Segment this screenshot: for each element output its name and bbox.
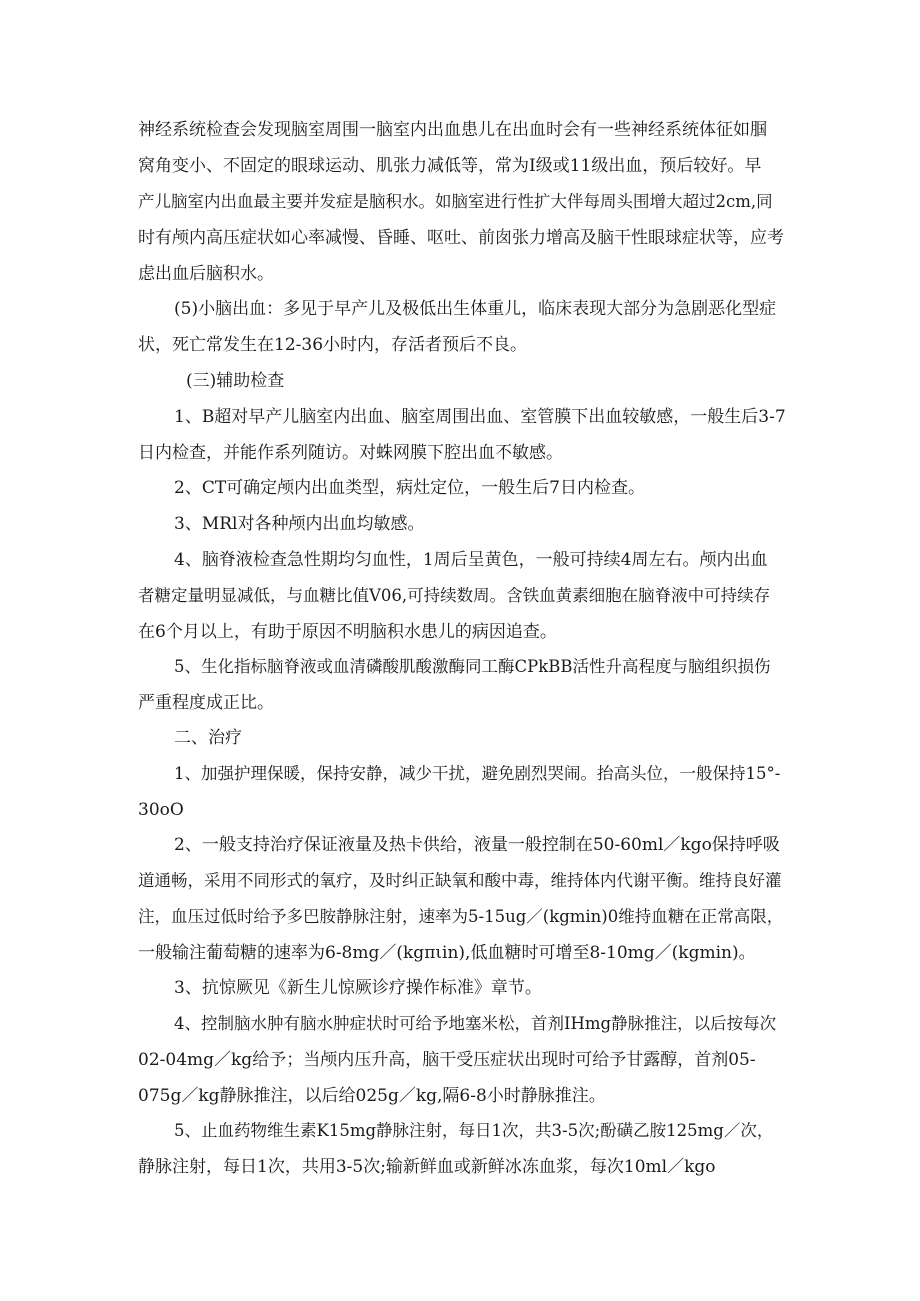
- heading-auxiliary-exams: [138, 363, 788, 399]
- text-line: 30oO: [138, 800, 184, 820]
- text-line: 2、CT可确定颅内出血类型，病灶定位，一般生后7日内检查。: [174, 478, 645, 498]
- paragraph-supportive: [138, 827, 788, 971]
- paragraph-ultrasound: [138, 399, 788, 471]
- text-line: 4、控制脑水肿有脑水肿症状时可给予地塞米松，首剂IHmg静脉推注，以后按每次: [174, 1014, 777, 1033]
- text-line: (5)小脑出血：多见于早产儿及极低出生体重儿，临床表现大部分为急剧恶化型症: [174, 299, 777, 319]
- text-line: 注，血压过低时给予多巴胺静脉注射，速率为5-15ug／(kgmin)0维持血糖在正常高限，: [138, 907, 784, 926]
- text-line: 1、B超对早产儿脑室内出血、脑室周围出血、室管膜下出血较敏感，一般生后3-7: [174, 407, 786, 427]
- paragraph-csf: [138, 542, 788, 650]
- text-line: 3、MRl对各种颅内出血均敏感。: [174, 514, 425, 534]
- paragraph-ivh-signs: [138, 112, 788, 292]
- text-line: 2、一般支持治疗保证液量及热卡供给，液量一般控制在50-60ml／kgo保持呼吸: [174, 835, 780, 855]
- text-line: 者糖定量明显减低，与血糖比值V06,可持续数周。含铁血黄素细胞在脑脊液中可持续存: [138, 586, 771, 605]
- text-line: 二、治疗: [174, 728, 242, 748]
- text-line: 在6个月以上，有助于原因不明脑积水患儿的病因追查。: [138, 622, 557, 642]
- paragraph-anticonvulsant: [138, 970, 788, 1006]
- text-line: 严重程度成正比。: [138, 693, 274, 713]
- text-line: 1、加强护理保暖，保持安静，减少干扰，避免剧烈哭闹。抬高头位，一般保持15°-: [174, 764, 781, 783]
- text-line: 075g／kg静脉推注，以后给025g／kg,隔6-8小时静脉推注。: [138, 1086, 606, 1106]
- paragraph-cerebellar-hemorrhage: [138, 291, 788, 363]
- text-line: 产儿脑室内出血最主要并发症是脑积水。如脑室进行性扩大伴每周头围增大超过2cm,同: [138, 192, 773, 211]
- heading-treatment: [138, 720, 788, 756]
- paragraph-ct: [138, 470, 788, 506]
- paragraph-mri: [138, 506, 788, 542]
- paragraph-edema: [138, 1006, 788, 1114]
- text-line: 窝角变小、不固定的眼球运动、肌张力减低等，常为Ⅰ级或11级出血，预后较好。早: [138, 156, 762, 176]
- text-line: 02-04mg／kg给予；当颅内压升高，脑干受压症状出现时可给予甘露醇，首剂05-: [138, 1050, 756, 1070]
- text-line: 神经系统检查会发现脑室周围一脑室内出血患儿在出血时会有一些神经系统体征如腘: [138, 120, 767, 140]
- text-line: (三)辅助检查: [186, 371, 285, 391]
- paragraph-hemostasis: [138, 1113, 788, 1185]
- text-line: 虑出血后脑积水。: [138, 264, 274, 284]
- paragraph-nursing: [138, 756, 788, 828]
- paragraph-biochem: [138, 649, 788, 721]
- text-line: 日内检查，并能作系列随访。对蛛网膜下腔出血不敏感。: [138, 443, 563, 463]
- text-line: 3、抗惊厥见《新生儿惊厥诊疗操作标准》章节。: [174, 978, 542, 998]
- text-line: 道通畅，采用不同形式的氧疗，及时纠正缺氧和酸中毒，维持体内代谢平衡。维持良好灌: [138, 871, 782, 890]
- text-line: 一般输注葡萄糖的速率为6-8mg／(kgπιin),低血糖时可增至8-10mg／(kgmin)。: [138, 943, 756, 963]
- text-line: 状，死亡常发生在12-36小时内，存活者预后不良。: [138, 335, 528, 355]
- text-line: 4、脑脊液检查急性期均匀血性，1周后呈黄色，一般可持续4周左右。颅内出血: [174, 550, 768, 570]
- text-line: 5、生化指标脑脊液或血清磷酸肌酸激酶同工酶CPkBB活性升高程度与脑组织损伤: [174, 657, 771, 676]
- text-line: 静脉注射，每日1次，共用3-5次;输新鲜血或新鲜冰冻血浆，每次10ml／kgo: [138, 1157, 716, 1177]
- text-line: 时有颅内高压症状如心率减慢、昏睡、呕吐、前囱张力增高及脑干性眼球症状等，应考: [138, 228, 784, 248]
- text-line: 5、止血药物维生素K15mg静脉注射，每日1次，共3-5次;酚磺乙胺125mg／次，: [174, 1121, 774, 1140]
